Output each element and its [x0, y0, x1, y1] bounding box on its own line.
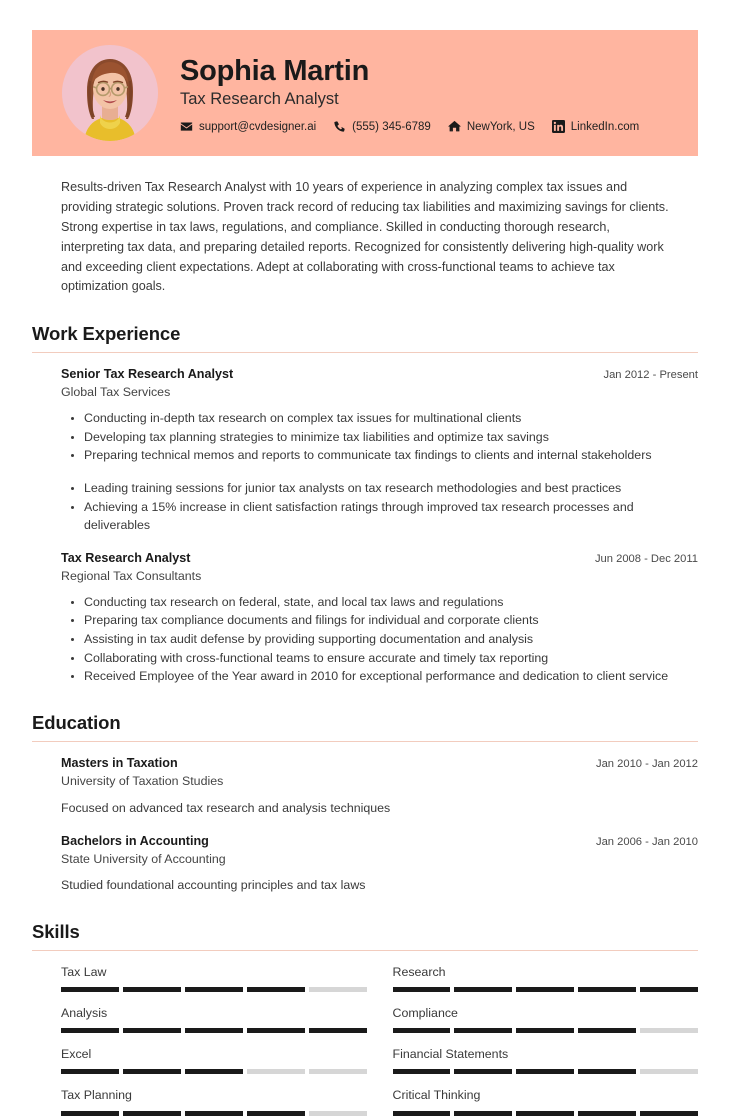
skill-level-segment [578, 1111, 636, 1116]
skill-level-segment [185, 987, 243, 992]
skill-level-segment [454, 987, 512, 992]
education-school: University of Taxation Studies [61, 774, 224, 789]
section-divider [32, 741, 698, 742]
list-item: Developing tax planning strategies to minimize tax liabilities and optimize tax savings [84, 428, 698, 447]
avatar [62, 45, 158, 141]
list-item: Assisting in tax audit defense by providing supporting documentation and analysis [84, 630, 698, 649]
skill-level-segment [454, 1069, 512, 1074]
skill-item [393, 1087, 699, 1115]
contact-email-label: support@cvdesigner.ai [199, 120, 317, 133]
skill-label: Research [392, 965, 446, 980]
work-entry [32, 366, 698, 535]
contact-phone-label: (555) 345-6789 [352, 120, 431, 133]
skill-label: Compliance [392, 1006, 458, 1021]
skill-item [393, 1005, 699, 1033]
professional-summary: Results-driven Tax Research Analyst with 10 years of experience in analyzing complex tax issues and providing strategic solutions. Proven track record of reducing tax liabilities and maximizing savings for clients. Strong expertise in tax laws, regulations, and compliance. Skilled in conducting thorough research, interpreting tax data, and preparing detailed reports. Recognized for consistently delivering high-quality work and exceeding client expectations. Adept at collaborating with cross-functional teams to achieve tax optimization goals. [61, 180, 669, 294]
education-entry [32, 833, 698, 895]
skill-level-segment [454, 1111, 512, 1116]
skill-level-segment [309, 1028, 367, 1033]
work-bullets [61, 593, 698, 687]
skill-label: Tax Law [61, 965, 107, 980]
skill-level-meter [393, 1111, 699, 1116]
section-title-work: Work Experience [32, 323, 181, 345]
work-date: Jun 2008 - Dec 2011 [594, 553, 698, 566]
education-entry-head [61, 755, 698, 772]
section-title-education: Education [32, 712, 121, 734]
skill-level-segment [578, 1069, 636, 1074]
skill-level-meter [393, 1069, 699, 1074]
skill-level-segment [247, 1028, 305, 1033]
skill-level-segment [516, 987, 574, 992]
section-divider [32, 950, 698, 951]
education-degree: Bachelors in Accounting [61, 833, 209, 848]
education-school: State University of Accounting [61, 851, 226, 866]
phone-icon [333, 120, 346, 133]
skill-level-meter [393, 987, 699, 992]
list-item: Preparing tax compliance documents and filings for individual and corporate clients [84, 611, 698, 630]
skill-level-segment [640, 987, 698, 992]
skill-level-segment [247, 987, 305, 992]
work-bullets-secondary [61, 479, 698, 535]
skill-level-segment [123, 1028, 181, 1033]
skill-level-segment [247, 1069, 305, 1074]
skill-level-meter [61, 987, 367, 992]
skill-level-segment [123, 1069, 181, 1074]
skill-level-segment [309, 1111, 367, 1116]
skill-level-segment [247, 1111, 305, 1116]
skill-level-segment [393, 1069, 451, 1074]
work-bullets [61, 409, 698, 465]
skill-level-segment [393, 987, 451, 992]
skill-level-meter [61, 1111, 367, 1116]
skill-level-segment [393, 1111, 451, 1116]
work-entry-head [61, 366, 698, 383]
contact-location[interactable] [448, 120, 535, 133]
skill-level-segment [640, 1111, 698, 1116]
skills-grid [32, 964, 698, 1116]
section-work-experience [32, 323, 698, 686]
education-entry [32, 755, 698, 817]
contact-linkedin[interactable] [552, 120, 639, 133]
job-title: Tax Research Analyst [180, 90, 339, 109]
skill-level-segment [185, 1111, 243, 1116]
skill-level-segment [185, 1028, 243, 1033]
skill-level-segment [309, 987, 367, 992]
skill-level-segment [454, 1028, 512, 1033]
list-item: Achieving a 15% increase in client satisfaction ratings through improved tax research processes and deliverables [84, 498, 698, 535]
skill-item [61, 1046, 367, 1074]
skill-level-segment [516, 1028, 574, 1033]
contact-email[interactable] [180, 120, 316, 133]
education-entry-head [61, 833, 698, 850]
education-degree: Masters in Taxation [61, 756, 178, 771]
section-skills [32, 921, 698, 1116]
section-education [32, 712, 698, 895]
list-item: Received Employee of the Year award in 2010 for exceptional performance and dedication to client service [84, 667, 698, 686]
skill-label: Analysis [61, 1006, 108, 1021]
skill-item [61, 1087, 367, 1115]
identity-block [180, 53, 639, 133]
skill-label: Excel [61, 1047, 92, 1062]
skill-level-meter [61, 1069, 367, 1074]
skill-level-segment [61, 1111, 119, 1116]
education-date: Jan 2010 - Jan 2012 [595, 758, 698, 771]
work-role: Senior Tax Research Analyst [61, 367, 234, 382]
list-item: Conducting tax research on federal, state, and local tax laws and regulations [84, 593, 698, 612]
skill-item [61, 1005, 367, 1033]
skill-item [61, 964, 367, 992]
work-organization: Regional Tax Consultants [61, 569, 202, 584]
education-description: Studied foundational accounting principles and tax laws [61, 878, 366, 893]
education-date: Jan 2006 - Jan 2010 [595, 835, 698, 848]
skill-level-segment [640, 1069, 698, 1074]
skill-level-segment [61, 987, 119, 992]
skill-level-meter [61, 1028, 367, 1033]
skill-item [393, 964, 699, 992]
work-date: Jan 2012 - Present [603, 369, 698, 382]
skill-level-segment [516, 1069, 574, 1074]
list-item: Collaborating with cross-functional teams to ensure accurate and timely tax reporting [84, 649, 698, 668]
list-item: Preparing technical memos and reports to communicate tax findings to clients and internal stakeholders [84, 446, 698, 465]
home-icon [448, 120, 461, 133]
resume-body [32, 178, 698, 1116]
skill-level-segment [516, 1111, 574, 1116]
envelope-icon [180, 120, 193, 133]
skill-level-segment [309, 1069, 367, 1074]
skill-level-segment [578, 987, 636, 992]
page-title: Sophia Martin [180, 54, 370, 87]
section-divider [32, 352, 698, 353]
resume-header [32, 30, 698, 156]
skill-label: Critical Thinking [392, 1088, 481, 1103]
skill-label: Tax Planning [61, 1088, 132, 1103]
skill-label: Financial Statements [392, 1047, 509, 1062]
skill-level-meter [393, 1028, 699, 1033]
list-item: Leading training sessions for junior tax analysts on tax research methodologies and best practices [84, 479, 698, 498]
skill-level-segment [185, 1069, 243, 1074]
work-role: Tax Research Analyst [61, 551, 191, 566]
contact-list [180, 120, 639, 133]
skill-level-segment [123, 1111, 181, 1116]
contact-phone[interactable] [333, 120, 431, 133]
section-title-skills: Skills [32, 921, 80, 943]
skill-level-segment [578, 1028, 636, 1033]
work-entry [32, 550, 698, 686]
work-entry-head [61, 550, 698, 567]
skill-level-segment [393, 1028, 451, 1033]
contact-linkedin-label: LinkedIn.com [570, 120, 640, 133]
list-item: Conducting in-depth tax research on complex tax issues for multinational clients [84, 409, 698, 428]
skill-level-segment [123, 987, 181, 992]
skill-level-segment [61, 1028, 119, 1033]
skill-level-segment [640, 1028, 698, 1033]
education-description: Focused on advanced tax research and analysis techniques [61, 800, 391, 815]
work-organization: Global Tax Services [61, 385, 171, 400]
skill-item [393, 1046, 699, 1074]
skill-level-segment [61, 1069, 119, 1074]
contact-location-label: NewYork, US [466, 120, 535, 133]
linkedin-icon [552, 120, 565, 133]
